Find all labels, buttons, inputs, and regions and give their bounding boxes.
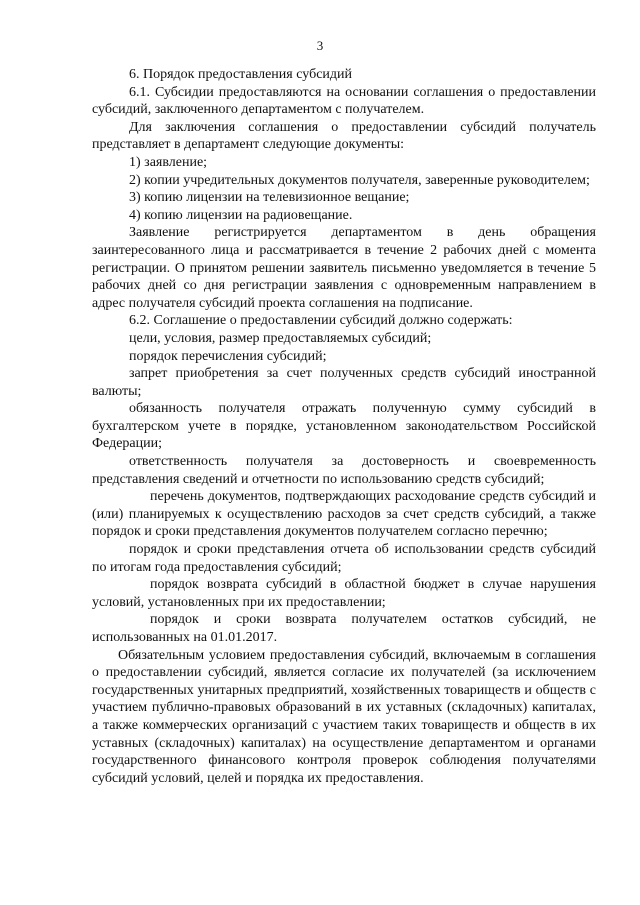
list-item: цели, условия, размер предоставляемых субсидий;	[129, 330, 432, 346]
list-item: перечень документов, подтверждающих расходование средств субсидий и (или) планируемых к осуществлению расходов за счет средств субсидий, а также порядок и сроки представления документов получателем согласно перечню;	[92, 489, 596, 540]
list-item: ответственность получателя за достоверность и своевременность представления сведений и отчетности по использованию средств субсидий;	[92, 454, 596, 487]
document-body	[92, 66, 596, 787]
paragraph: Для заключения соглашения о предоставлении субсидий получатель представляет в департамент следующие документы:	[92, 119, 596, 153]
list-item: порядок и сроки представления отчета об использовании средств субсидий по итогам года предоставления субсидий;	[92, 542, 596, 575]
list-item: порядок и сроки возврата получателем остатков субсидий, не использованных на 01.01.2017.	[92, 612, 596, 645]
subsection-heading: 6.2. Соглашение о предоставлении субсидий должно содержать:	[129, 313, 513, 329]
paragraph: Обязательным условием предоставления субсидий, включаемым в соглашения о предоставлении субсидий, является согласие их получателей (за исключением государственных унитарных предприятий, хозяйственных товариществ и обществ с участием публично-правовых образований в их уставных (складочных) капиталах, а также коммерческих организаций с участием таких товариществ и обществ в их уставных (складочных) капиталах) на осуществление департаментом и органами государственного финансового контроля проверок соблюдения получателями субсидий условий, целей и порядка их предоставления.	[92, 647, 596, 786]
paragraph: 6.1. Субсидии предоставляются на основании соглашения о предоставлении субсидий, заключенного департаментом с получателем.	[92, 84, 596, 118]
list-item: 1) заявление;	[129, 154, 208, 170]
list-item: 3) копию лицензии на телевизионное вещание;	[129, 190, 410, 206]
paragraph: Заявление регистрируется департаментом в день обращения заинтересованного лица и рассматривается в течение 2 рабочих дней с момента регистрации. О принятом решении заявитель письменно уведомляется в течение 5 рабочих дней со дня регистрации заявления с одновременным направлением в адрес получателя субсидий проекта соглашения на подписание.	[92, 225, 596, 311]
list-item: 4) копию лицензии на радиовещание.	[129, 207, 353, 223]
list-item: порядок перечисления субсидий;	[129, 348, 327, 364]
page-number: 3	[316, 38, 324, 53]
list-item: порядок возврата субсидий в областной бюджет в случае нарушения условий, установленных при их предоставлении;	[92, 577, 596, 610]
list-item: 2) копии учредительных документов получателя, заверенные руководителем;	[129, 172, 590, 188]
section-heading: 6. Порядок предоставления субсидий	[129, 67, 353, 82]
list-item: запрет приобретения за счет полученных средств субсидий иностранной валюты;	[92, 366, 596, 399]
list-item: обязанность получателя отражать полученную сумму субсидий в бухгалтерском учете в порядке, установленном законодательством Российской Федерации;	[92, 401, 596, 452]
